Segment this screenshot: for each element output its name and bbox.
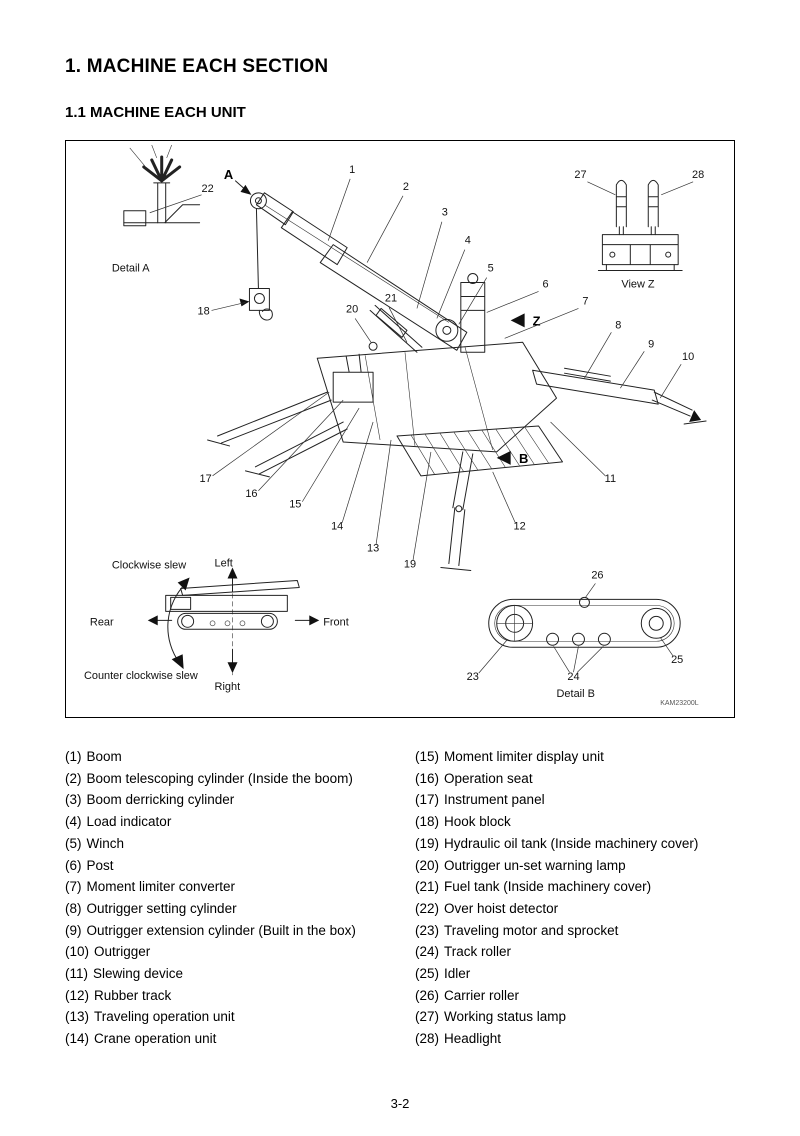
callout-leader-10 bbox=[660, 364, 681, 398]
callout-20: 20 bbox=[346, 303, 359, 316]
callout-5: 5 bbox=[487, 262, 494, 275]
part-item bbox=[415, 898, 737, 920]
part-label: Boom bbox=[86, 749, 122, 764]
part-label: Outrigger bbox=[94, 944, 151, 960]
callout-leader-24 bbox=[577, 646, 603, 672]
callout-leader-12 bbox=[493, 472, 516, 524]
part-number: (26) bbox=[415, 987, 440, 1003]
part-number: (13) bbox=[65, 1009, 90, 1025]
part-label: Hook block bbox=[444, 814, 511, 830]
part-label: Over hoist detector bbox=[444, 900, 559, 916]
callout-19: 19 bbox=[403, 558, 417, 571]
part-item bbox=[415, 746, 737, 768]
part-item bbox=[65, 941, 415, 963]
part-item bbox=[415, 768, 737, 790]
callout-leader-24 bbox=[573, 646, 578, 672]
part-item bbox=[415, 941, 737, 963]
part-item bbox=[65, 1006, 415, 1028]
part-label: Load indicator bbox=[86, 814, 172, 830]
view-z-drawing bbox=[598, 180, 682, 270]
callout-leader-7 bbox=[505, 308, 579, 338]
part-number: (22) bbox=[415, 900, 440, 916]
part-number: (16) bbox=[415, 770, 440, 786]
right-label: Right bbox=[214, 681, 241, 694]
part-item bbox=[65, 789, 415, 811]
callout-28: 28 bbox=[692, 168, 705, 181]
callout-12: 12 bbox=[513, 520, 526, 533]
detail-b-label: Detail B bbox=[556, 688, 595, 701]
part-item bbox=[415, 855, 737, 877]
front-label: Front bbox=[323, 616, 349, 629]
part-item bbox=[65, 876, 415, 898]
callout-9: 9 bbox=[648, 338, 655, 351]
callout-25: 25 bbox=[671, 654, 684, 667]
callout-leader-13 bbox=[376, 440, 391, 545]
part-number: (5) bbox=[65, 835, 82, 851]
arrow-b-letter: B bbox=[518, 450, 529, 466]
callout-leader-26 bbox=[585, 583, 595, 597]
callout-27: 27 bbox=[574, 168, 587, 181]
parts-list bbox=[65, 746, 737, 1050]
part-item bbox=[415, 1006, 737, 1028]
callout-leader-16 bbox=[258, 400, 343, 491]
outriggers-drawing bbox=[208, 368, 707, 570]
parts-column-left bbox=[65, 746, 415, 1050]
section-title: 1. MACHINE EACH SECTION bbox=[65, 56, 329, 77]
callout-leader-27 bbox=[587, 182, 615, 195]
part-number: (6) bbox=[65, 857, 82, 873]
machine-diagram-figure bbox=[65, 140, 735, 718]
part-label: Boom telescoping cylinder (Inside the boom) bbox=[86, 770, 353, 786]
part-number: (27) bbox=[415, 1009, 440, 1025]
callout-leader-3 bbox=[417, 222, 442, 309]
part-number: (23) bbox=[415, 922, 440, 938]
callout-leader-18 bbox=[212, 302, 246, 310]
part-number: (7) bbox=[65, 879, 82, 895]
part-number: (9) bbox=[65, 922, 82, 938]
part-number: (28) bbox=[415, 1031, 440, 1047]
part-item bbox=[65, 1028, 415, 1050]
callout-leader-11 bbox=[551, 422, 606, 476]
part-item bbox=[415, 920, 737, 942]
part-label: Operation seat bbox=[444, 770, 533, 786]
callout-leader-23 bbox=[479, 639, 508, 673]
part-label: Instrument panel bbox=[444, 792, 545, 808]
part-item bbox=[415, 833, 737, 855]
part-item bbox=[415, 985, 737, 1007]
part-item bbox=[65, 963, 415, 985]
callout-15: 15 bbox=[289, 498, 302, 511]
part-label: Post bbox=[86, 857, 114, 873]
callout-leader-9 bbox=[620, 351, 644, 388]
callout-leader-28 bbox=[661, 182, 693, 195]
clockwise-slew-label: Clockwise slew bbox=[111, 559, 187, 572]
part-label: Working status lamp bbox=[444, 1009, 567, 1025]
callout-10: 10 bbox=[682, 351, 695, 364]
machine-diagram-svg bbox=[66, 141, 734, 717]
arrow-a-letter: A bbox=[223, 166, 234, 182]
drawing-code: KAM23200L bbox=[660, 700, 699, 708]
part-number: (24) bbox=[415, 944, 440, 960]
part-label: Outrigger un-set warning lamp bbox=[444, 857, 626, 873]
part-number: (21) bbox=[415, 879, 440, 895]
part-number: (19) bbox=[415, 835, 440, 851]
part-number: (10) bbox=[65, 944, 90, 960]
part-item bbox=[65, 920, 415, 942]
part-number: (18) bbox=[415, 814, 440, 830]
part-number: (11) bbox=[65, 966, 89, 982]
detail-a-label: Detail A bbox=[111, 262, 150, 275]
part-label: Headlight bbox=[444, 1031, 502, 1047]
part-label: Outrigger extension cylinder (Built in the box) bbox=[86, 922, 356, 938]
callout-16: 16 bbox=[245, 487, 258, 500]
part-label: Rubber track bbox=[94, 987, 172, 1003]
callout-18: 18 bbox=[197, 305, 210, 318]
part-number: (4) bbox=[65, 814, 82, 830]
part-label: Outrigger setting cylinder bbox=[86, 900, 237, 916]
arrow-z-letter: Z bbox=[532, 313, 541, 329]
slew-diagram-drawing bbox=[148, 568, 319, 676]
subsection-title: 1.1 MACHINE EACH UNIT bbox=[65, 104, 246, 121]
part-item bbox=[65, 746, 415, 768]
callout-17: 17 bbox=[199, 472, 212, 485]
part-label: Winch bbox=[86, 835, 125, 851]
callout-1: 1 bbox=[349, 163, 356, 176]
callout-6: 6 bbox=[542, 278, 549, 291]
part-label: Fuel tank (Inside machinery cover) bbox=[444, 879, 652, 895]
part-item bbox=[65, 898, 415, 920]
detail-a-drawing bbox=[124, 145, 200, 226]
callout-7: 7 bbox=[582, 295, 589, 308]
left-label: Left bbox=[214, 557, 233, 570]
part-item bbox=[415, 876, 737, 898]
callout-leader-2 bbox=[367, 196, 403, 263]
part-item bbox=[65, 985, 415, 1007]
part-label: Crane operation unit bbox=[94, 1031, 217, 1047]
callout-leader-6 bbox=[487, 291, 539, 312]
part-label: Track roller bbox=[444, 944, 512, 960]
part-label: Traveling operation unit bbox=[94, 1009, 235, 1025]
part-number: (20) bbox=[415, 857, 440, 873]
callout-leader-14 bbox=[342, 422, 373, 523]
callout-23: 23 bbox=[466, 671, 479, 684]
part-number: (15) bbox=[415, 749, 440, 764]
parts-column-right bbox=[415, 746, 737, 1050]
callout-leader-5 bbox=[459, 278, 487, 325]
part-item bbox=[415, 789, 737, 811]
part-number: (12) bbox=[65, 987, 90, 1003]
view-z-label: View Z bbox=[621, 278, 655, 291]
part-number: (2) bbox=[65, 770, 82, 786]
part-item bbox=[65, 855, 415, 877]
part-item bbox=[415, 963, 737, 985]
callout-leader-1 bbox=[328, 179, 350, 241]
part-item bbox=[415, 811, 737, 833]
detail-b-drawing bbox=[489, 597, 680, 647]
rear-label: Rear bbox=[89, 616, 114, 629]
part-number: (14) bbox=[65, 1031, 90, 1047]
counter-clockwise-slew-label: Counter clockwise slew bbox=[83, 670, 198, 683]
callout-3: 3 bbox=[441, 206, 448, 219]
page-number: 3-2 bbox=[390, 1096, 410, 1111]
part-number: (8) bbox=[65, 900, 82, 916]
part-label: Traveling motor and sprocket bbox=[444, 922, 619, 938]
callout-leader-24 bbox=[554, 646, 570, 672]
part-item bbox=[65, 811, 415, 833]
boom-drawing bbox=[239, 193, 466, 350]
callout-4: 4 bbox=[464, 234, 471, 247]
callout-leader-8 bbox=[584, 332, 611, 378]
callout-8: 8 bbox=[615, 319, 622, 332]
callout-11: 11 bbox=[604, 472, 617, 485]
part-label: Boom derricking cylinder bbox=[86, 792, 235, 808]
part-number: (3) bbox=[65, 792, 82, 808]
callout-leader-15 bbox=[302, 408, 359, 502]
callout-13: 13 bbox=[366, 542, 380, 555]
part-item bbox=[415, 1028, 737, 1050]
part-item bbox=[65, 833, 415, 855]
part-label: Slewing device bbox=[93, 966, 184, 982]
part-item bbox=[65, 768, 415, 790]
callout-24: 24 bbox=[567, 671, 580, 684]
part-label: Idler bbox=[444, 966, 471, 982]
callout-14: 14 bbox=[331, 520, 344, 533]
callout-22: 22 bbox=[201, 182, 214, 195]
part-number: (25) bbox=[415, 966, 440, 982]
view-direction-arrows bbox=[235, 181, 524, 465]
part-label: Hydraulic oil tank (Inside machinery cover) bbox=[444, 835, 699, 851]
figure-labels bbox=[84, 167, 699, 707]
callout-2: 2 bbox=[402, 180, 410, 193]
callout-21: 21 bbox=[384, 292, 398, 305]
part-label: Moment limiter display unit bbox=[444, 749, 604, 764]
callout-leader-20 bbox=[355, 318, 371, 342]
part-label: Moment limiter converter bbox=[86, 879, 236, 895]
part-number: (1) bbox=[65, 749, 82, 764]
callout-leader-19 bbox=[413, 452, 431, 561]
callout-26: 26 bbox=[591, 569, 604, 582]
part-number: (17) bbox=[415, 792, 440, 808]
part-label: Carrier roller bbox=[444, 987, 520, 1003]
